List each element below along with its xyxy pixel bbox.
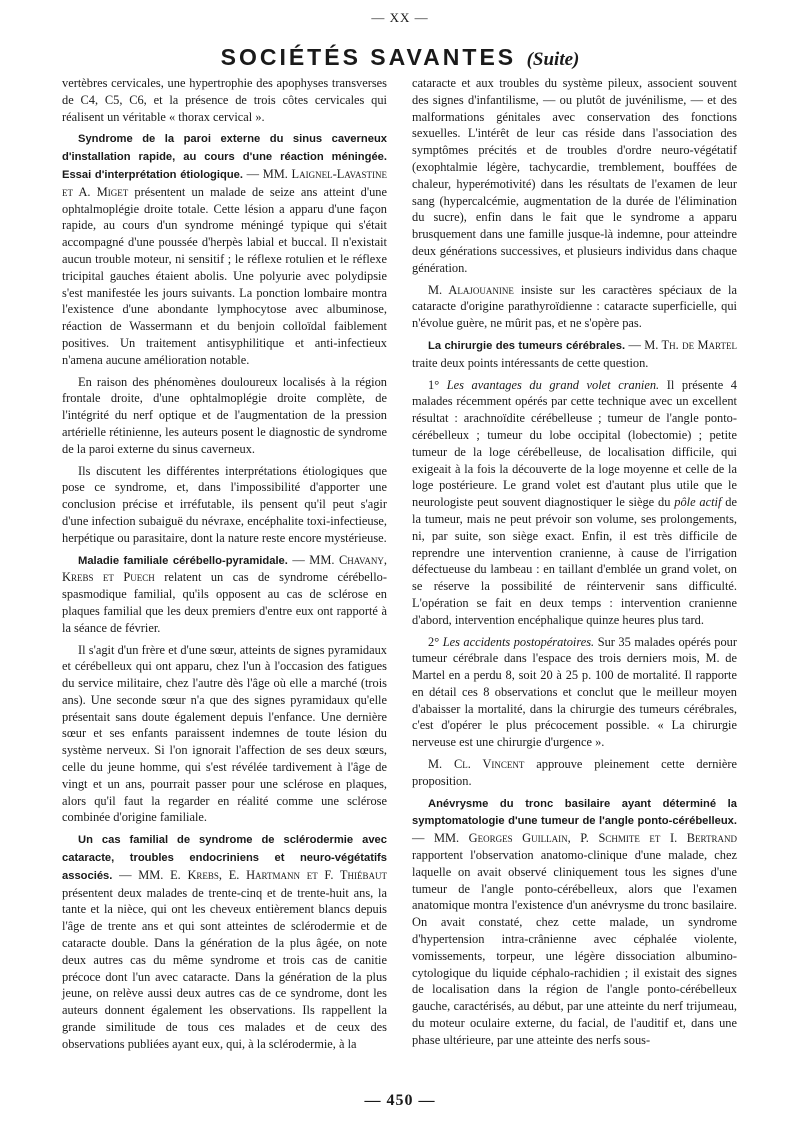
- discussion-alajouanine: [412, 282, 737, 332]
- roman-folio: — XX —: [371, 10, 429, 25]
- running-title: [0, 44, 800, 71]
- discussion-text: approuve pleinement cette dernière proposition.: [412, 757, 737, 788]
- point-title: Les accidents postopératoires.: [442, 634, 595, 649]
- article-authors: — MM. Laignel-Lavastine et A. Miget: [62, 166, 387, 199]
- point-1: [412, 377, 737, 629]
- point-number: 2°: [428, 634, 440, 649]
- article-text: rapportent l'observation anatomo-clinique d'une malade, chez laquelle on avait observé cliniquement tous les signes d'une tumeur de l'angle ponto-cérébelleux, alors que l'examen anatomique montra l'existence d'un anévrysme du tronc basilaire. On avait constaté, chez cette malade, un syndrome d'hypertension intra-crânienne avec céphalée violente, vomissements, torpeur, une légère dissociation albumino-cytologique du liquide céphalo-rachidien ; il existait des signes de localisation dans la région de l'angle ponto-cérébelleux gauche, caractérisés, au début, par une atteinte du nerf trijumeau, du moteur oculaire externe, du facial, de l'auditif et, dans une phase ultérieure, par une atteinte des nerfs sous-: [412, 848, 737, 1047]
- article-authors: — M. Th. de Martel: [628, 337, 737, 352]
- right-column: [412, 75, 737, 1054]
- article-text: traite deux points intéressants de cette question.: [412, 355, 649, 370]
- section-title: SOCIÉTÉS SAVANTES: [220, 44, 517, 70]
- paragraph: En raison des phénomènes douloureux localisés à la région frontale droite, d'une ophtalmoplégie droite complète, de l'intégrité du nerf optique et de l'augmentation de la pression artérielle rétinienne, les auteurs posent le diagnostic de syndrome de la paroi externe du sinus caverneux.: [62, 374, 387, 456]
- article-heading: Anévrysme du tronc basilaire ayant déterminé la symptomatologie d'une tumeur de l'angle ponto-cérébelleux.: [412, 797, 737, 828]
- point-number: 1°: [428, 377, 440, 392]
- article-sinus-caverneux: [62, 130, 387, 368]
- discussant: M. Cl. Vincent: [428, 757, 525, 772]
- article-authors: — MM. Georges Guillain, P. Schmite et I. Bertrand: [412, 831, 737, 846]
- discussant: M. Alajouanine: [428, 282, 514, 297]
- article-sclerodermie: [62, 831, 387, 1052]
- discussion-vincent: [412, 756, 737, 790]
- discussion-text: insiste sur les caractères spéciaux de la cataracte d'origine parathyroïdienne : cataracte superficielle, qui n'évolue guère, ne mûrit pas, et ne s'opère pas.: [412, 282, 737, 331]
- point-2: [412, 634, 737, 752]
- article-text: présentent un malade de seize ans atteint d'une ophtalmoplégie droite totale. Cette lésion a apparu d'une façon rapide, au cours d'un syndrome méningé typique qui s'était accompagné d'une poussée d'herpès labial et buccal. Il n'existait aucun trouble moteur, ni sensitif ; le réflexe rotulien et le réflexe tricipital gauches étaient abolis. Une polyurie avec polydipsie s'est manifestée les jours suivants. La ponction lombaire montra l'existence d'une abondante lymphocytose avec albuminose, réaction de Wassermann et du benjoin colloïdal faiblement positives. Un traitement antisyphilitique et anti-infectieux n'amena aucune amélioration notable.: [62, 184, 388, 367]
- article-heading: Syndrome de la paroi externe du sinus caverneux d'installation rapide, au cours d'une réaction méningée. Essai d'interprétation étiologique.: [62, 133, 387, 181]
- article-heading: La chirurgie des tumeurs cérébrales.: [428, 339, 626, 352]
- paragraph: Il s'agit d'un frère et d'une sœur, atteints de signes pyramidaux et cérébelleux qui ont apparu, chez l'un à l'occasion des fatigues du service militaire, chez l'autre dès l'âge où elle a marché (trois ans). Une seconde sœur n'a que des signes pyramidaux qu'elle présentait sans doute également depuis l'enfance. Une dernière sœur et ses enfants paraissent indemnes de toute lésion du système nerveux. Si l'on ignorait l'affection de ses deux sœurs, celle du jeune homme, qui s'est révélée tardivement à l'âge de vingt et un ans, pourrait passer pour une sclérose en plaques, alors qu'il faut la regarder en réalité comme une sclérose combinée d'origine familiale.: [62, 642, 387, 825]
- page-number: — 450 —: [364, 1092, 436, 1109]
- article-text: présentent deux malades de trente-cinq et de trente-huit ans, la tante et la nièce, qui ont les cheveux entièrement blancs depuis l'âge de trente ans et qui sont atteintes de sclérodermie et de cataracte double. Dans la génération de la plus âgée, on note deux autres cas du même syndrome et trois cas de canitie précoce dont l'un avec cataracte. Dans la génération de la plus jeune, on relève aussi deux autres cas de ce syndrome, dont les auteurs donnent également les observations. Ils rappellent la grande similitude de tous ces malades et de ceux des observations publiées ayant eux, qui, à la sclérodermie, à la: [62, 885, 387, 1051]
- continued-paragraph: vertèbres cervicales, une hypertrophie des apophyses transverses de C4, C5, C6, et la présence de trois côtes cervicales qui réalisent un véritable « thorax cervical ».: [62, 76, 387, 124]
- point-text: de la tumeur, mais ne peut prévoir son volume, ses prolongements, ni, par suite, son siège exact. Enfin, il est très difficile de reprendre une intervention cranienne, à cause de l'irrigation défectueuse du lambeau : en taillant d'emblée un grand volet, on se réserve la possibilité de réintervenir sans difficulté. L'opération se fait en deux temps : intervention cranienne d'abord, intervention encéphalique quinze heures plus tard.: [412, 495, 737, 627]
- continued-paragraph: cataracte et aux troubles du système pileux, associent souvent des signes d'infantilisme, — ou plutôt de juvénilisme, — et des malformations génitales avec conservation des fonctions sexuelles. L'intérêt de leur cas réside dans l'association des symptômes précités et de troubles d'ordre neuro-végétatif (exophtalmie légère, tachycardie, tremblement, bouffées de chaleur, hyperémotivité) dans les résultats de l'examen de leur sang (hypercalcémie, augmentation de la durée de l'élimination du sucre), enfin dans le fait que le syndrome a apparu brusquement dans une famille jusque-là indemne, pour atteindre deux générations successives, et plusieurs individus dans chaque génération.: [412, 76, 737, 275]
- article-authors: — MM. Chavany, Krebs et Puech: [62, 552, 387, 585]
- article-text: relatent un cas de syndrome cérébello-spasmodique familial, qu'ils opposent au cas de sclérose en plaques familial que les deux premiers d'entre eux ont rapporté à la séance de février.: [62, 570, 387, 635]
- section-suite: (Suite): [526, 49, 580, 70]
- left-column: [62, 75, 387, 1058]
- paragraph: Ils discutent les différentes interprétations étiologiques que pose ce syndrome, et, dans l'impossibilité d'apporter une conclusion précise et irréfutable, ils pensent qu'il peut s'agir d'une infection subaiguë du névraxe, encéphalite toxi-infectieuse, herpétique ou parasitaire, dont la nature reste encore mystérieuse.: [62, 463, 387, 545]
- article-authors: — MM. E. Krebs, E. Hartmann et F. Thiébaut: [119, 867, 387, 882]
- point-emphasis: pôle actif: [674, 495, 722, 510]
- article-cerebello-pyramidale: [62, 552, 387, 637]
- point-title: Les avantages du grand volet cranien.: [446, 377, 660, 392]
- point-text: Il présente 4 malades récemment opérés par cette technique avec un excellent résultat : arachnoïdite cérébelleuse ; tumeur de l'angle ponto-cérébelleux ; tumeur du lobe occipital (lobectomie) ; petite tumeur de la loge cérébelleuse, de localisation difficile, qui exigeait à la fois la découverte de la loge moyenne et celle de la loge postérieure. Le grand volet est d'autant plus utile que le neurologiste peut souvent diagnostiquer le siège du: [412, 377, 737, 510]
- article-heading: Un cas familial de syndrome de sclérodermie avec cataracte, troubles endocriniens et neuro-végétatifs associés.: [62, 834, 387, 882]
- article-chirurgie-tumeurs: [412, 337, 737, 372]
- article-heading: Maladie familiale cérébello-pyramidale.: [78, 554, 288, 567]
- point-text: Sur 35 malades opérés pour tumeur cérébrale dans l'espace des trois derniers mois, M. de Martel en a perdu 8, soit 20 à 25 p. 100 de mortalité. Il rapporte en détail ces 8 observations et conclut que le meilleur moyen d'abaisser la mortalité, dans la chirurgie des tumeurs cérébrales, c'est d'opérer le plus précocement possible. « La chirurgie nerveuse est une chirurgie d'urgence ».: [412, 634, 738, 750]
- article-anevrysme-basilaire: [412, 795, 737, 1049]
